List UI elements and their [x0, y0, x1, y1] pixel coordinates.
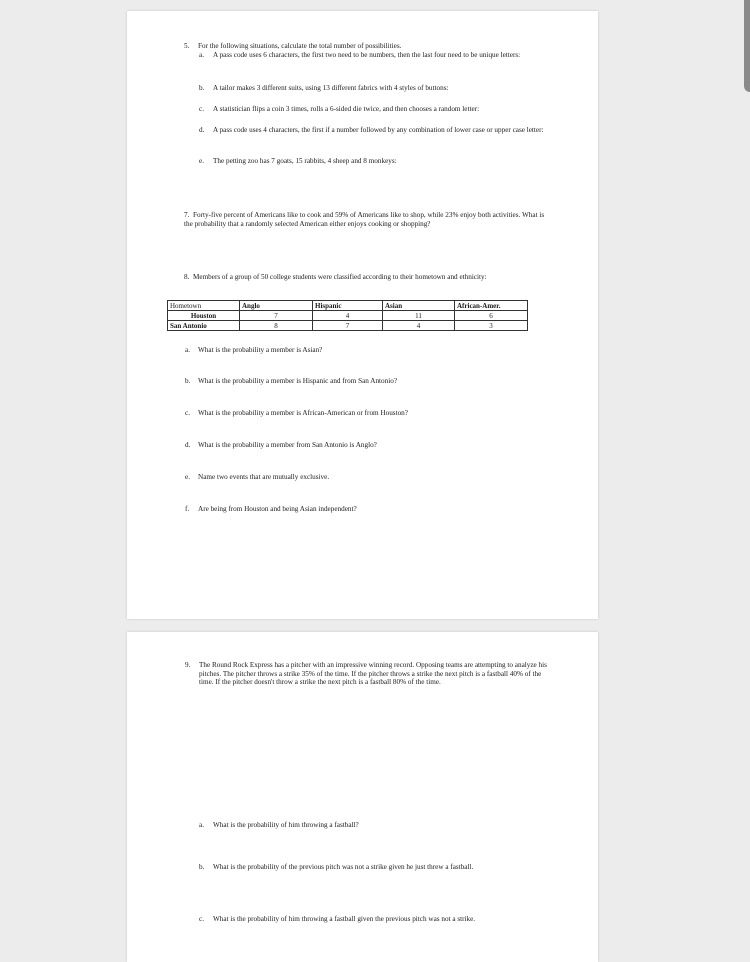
q8f-label: f.	[185, 505, 190, 513]
q9b-label: b.	[199, 863, 205, 871]
q5b-text: A tailor makes 3 different suits, using 13 different fabrics with 4 styles of buttons:	[213, 84, 449, 92]
hometown-ethnicity-table	[167, 300, 528, 331]
q8-text	[184, 273, 546, 282]
q5e-text: The petting zoo has 7 goats, 15 rabbits, 4 sheep and 8 monkeys:	[213, 157, 397, 165]
q5a-label: a.	[199, 51, 204, 59]
header-asian: Asian	[383, 301, 455, 311]
document-page-2	[127, 632, 598, 962]
q8a-text: What is the probability a member is Asian?	[198, 346, 323, 354]
q5c-text: A statistician flips a coin 3 times, rolls a 6-sided die twice, and then chooses a random letter:	[213, 105, 480, 113]
q8f-text: Are being from Houston and being Asian independent?	[198, 505, 357, 513]
header-hispanic: Hispanic	[313, 301, 383, 311]
q8c-text: What is the probability a member is African-American or from Houston?	[198, 409, 408, 417]
header-hometown: Hometown	[168, 301, 240, 311]
table-cell: 4	[313, 311, 383, 321]
row-label-houston: Houston	[168, 311, 240, 321]
table-cell: 4	[383, 321, 455, 331]
table-cell: 3	[455, 321, 528, 331]
scrollbar-handle[interactable]	[744, 0, 750, 92]
q8-number: 8.	[184, 273, 190, 281]
q8e-label: e.	[185, 473, 190, 481]
q9-number: 9.	[185, 661, 191, 669]
row-label-san-antonio: San Antonio	[168, 321, 240, 331]
q5a-text: A pass code uses 6 characters, the first two need to be numbers, then the last four need to be unique letters:	[213, 51, 521, 59]
q7-number: 7.	[184, 211, 190, 219]
q8-prompt: Members of a group of 50 college students were classified according to their hometown and ethnicity:	[192, 273, 487, 281]
q9c-text: What is the probability of him throwing a fastball given the previous pitch was not a strike.	[213, 915, 476, 923]
header-anglo: Anglo	[240, 301, 313, 311]
q8e-text: Name two events that are mutually exclusive.	[198, 473, 330, 481]
q9a-label: a.	[199, 821, 204, 829]
header-african-amer: African-Amer.	[455, 301, 528, 311]
q7-prompt: Forty-five percent of Americans like to cook and 59% of Americans like to shop, while 23% enjoy both activities. What is the probability that a randomly selected American either enjoys cooking or shopping?	[184, 211, 545, 228]
table-row	[168, 321, 528, 331]
table-header-row	[168, 301, 528, 311]
q7-text	[184, 211, 546, 228]
q8a-label: a.	[185, 346, 190, 354]
q5-number: 5.	[184, 42, 190, 50]
q8d-label: d.	[185, 441, 191, 449]
table-cell: 7	[313, 321, 383, 331]
q8b-label: b.	[185, 377, 191, 385]
table-cell: 11	[383, 311, 455, 321]
q8d-text: What is the probability a member from San Antonio is Anglo?	[198, 441, 377, 449]
q9b-text: What is the probability of the previous pitch was not a strike given he just threw a fastball.	[213, 863, 474, 871]
q9-prompt: The Round Rock Express has a pitcher with an impressive winning record. Opposing teams are attempting to analyze his pitches. The pitcher throws a strike 35% of the time. If the pitcher throws a strike the next pitch is a fastball 40% of the time. If the pitcher doesn't throw a strike the next pitch is a fastball 80% of the time.	[199, 661, 547, 687]
q8c-label: c.	[185, 409, 190, 417]
table-cell: 8	[240, 321, 313, 331]
q5d-text: A pass code uses 4 characters, the first if a number followed by any combination of lower case or upper case letter:	[213, 126, 544, 134]
q8b-text: What is the probability a member is Hispanic and from San Antonio?	[198, 377, 398, 385]
q9c-label: c.	[199, 915, 204, 923]
q5e-label: e.	[199, 157, 204, 165]
q5-prompt: For the following situations, calculate the total number of possibilities.	[198, 42, 402, 50]
table-cell: 7	[240, 311, 313, 321]
document-page-1	[127, 11, 598, 619]
q5d-label: d.	[199, 126, 205, 134]
table-cell: 6	[455, 311, 528, 321]
q5b-label: b.	[199, 84, 205, 92]
table-row	[168, 311, 528, 321]
q5c-label: c.	[199, 105, 204, 113]
q9a-text: What is the probability of him throwing a fastball?	[213, 821, 359, 829]
